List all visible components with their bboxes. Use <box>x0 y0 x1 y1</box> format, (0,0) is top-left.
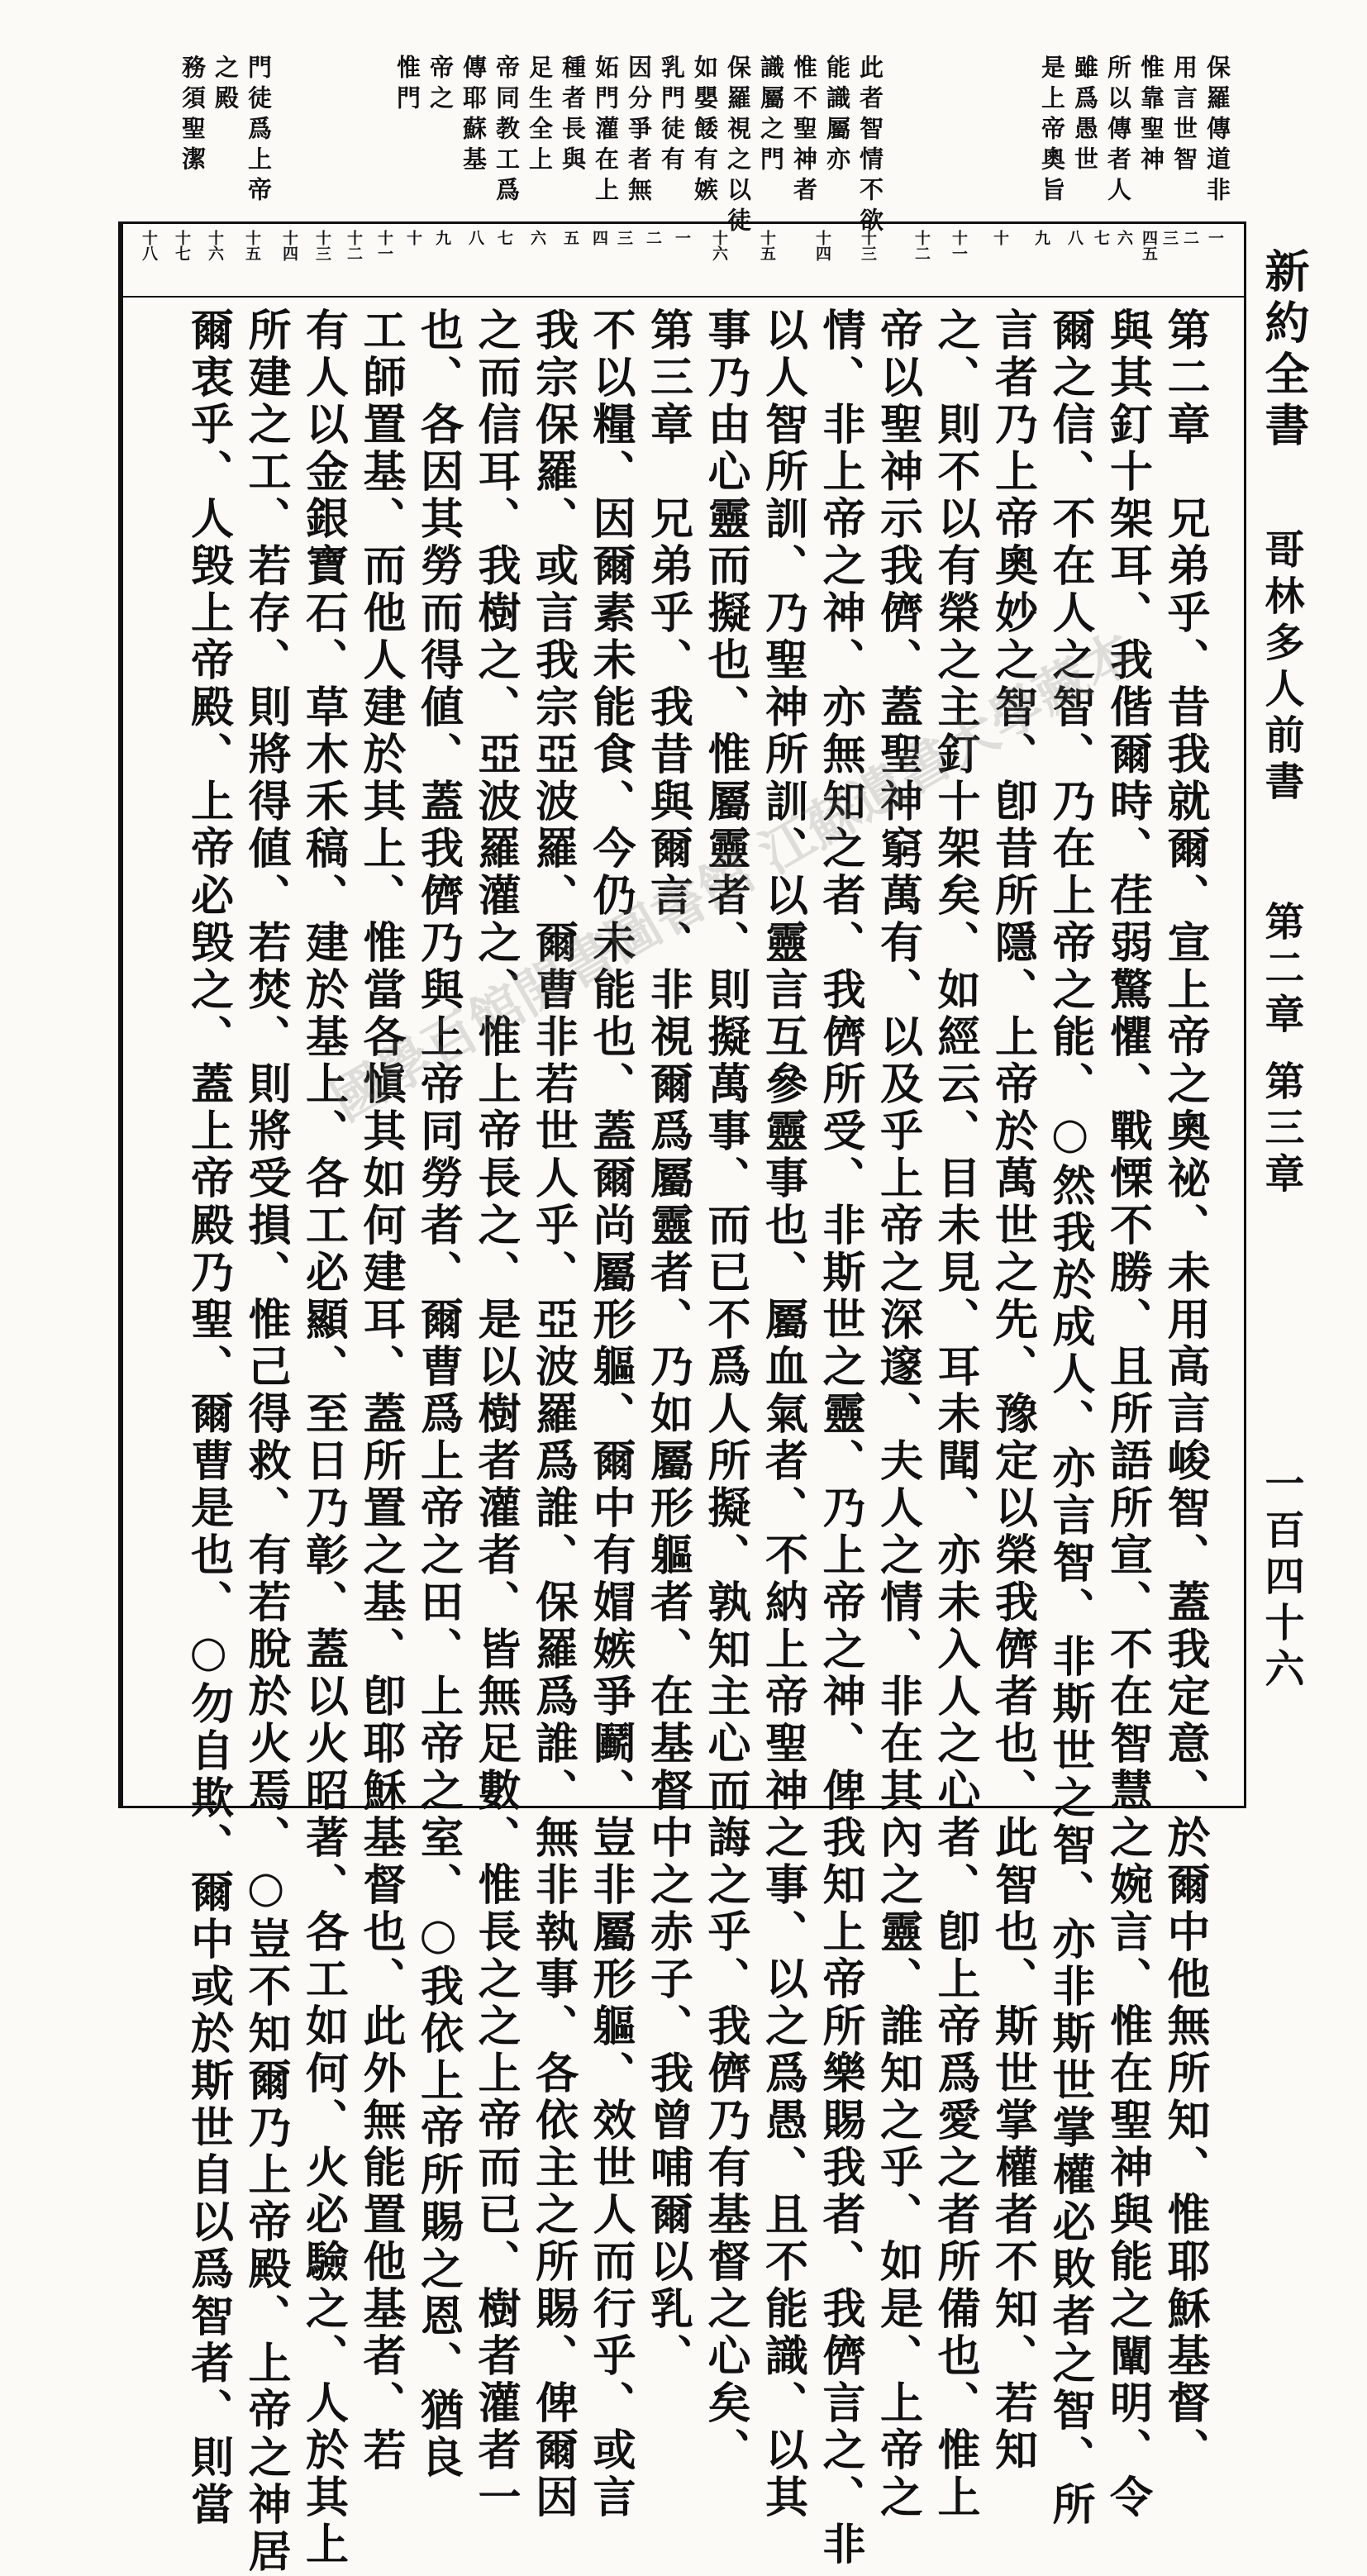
headnote-line: 之殿 <box>212 55 240 116</box>
text-column: 事乃由心靈而擬也、惟屬靈者、則擬萬事、而已不爲人所擬、孰知主心而誨之乎、我儕乃有基督之心矣、 <box>700 307 750 2474</box>
text-column: 帝以聖神示我儕、蓋聖神窮萬有、以及乎上帝之深邃、夫人之情、非在其內之靈、誰知之乎、如是、上帝之 <box>872 307 923 2521</box>
text-column: 我宗保羅、或言我宗亞波羅、爾曹非若世人乎、亞波羅爲誰、保羅爲誰、無非執事、各依主之所賜、俾爾因 <box>527 307 579 2521</box>
verse-number: 三 <box>1160 230 1179 245</box>
headnote-line: 帝同教工爲 <box>493 55 521 207</box>
headnote-line: 門徒爲上帝 <box>245 55 273 207</box>
verse-number: 十二 <box>345 230 363 261</box>
verse-number: 六 <box>528 230 546 245</box>
verse-number: 十一 <box>375 230 393 261</box>
verse-number: 五 <box>561 230 579 245</box>
verse-number: 十一 <box>950 230 968 261</box>
chapter-label: 第二章 第三章 <box>1258 901 1304 1199</box>
headnote-line: 乳門徒有 <box>658 55 686 177</box>
verse-number: 十五 <box>243 230 261 261</box>
headnote-line: 此者智情不欲 <box>856 55 884 238</box>
headnote-line: 保羅視之以徒 <box>724 55 752 238</box>
verse-number: 十四 <box>813 230 831 261</box>
verse-number: 十二 <box>912 230 931 261</box>
verse-number: 四 <box>590 230 608 245</box>
text-column: 爾之信、不在人之智、乃在上帝之能、○然我於成人、亦言智、非斯世之智、亦非斯世掌權必敗者之智、所 <box>1045 307 1095 2529</box>
headnote-line: 惟靠聖神 <box>1137 55 1165 177</box>
headnote-line: 因分爭者無 <box>625 55 653 207</box>
headnote-line: 雖爲愚世 <box>1071 55 1099 177</box>
verse-number: 二 <box>1181 230 1199 245</box>
text-column: 以人智所訓、乃聖神所訓、以靈言互參靈事也、屬血氣者、不納上帝聖神之事、以之爲愚、且不能識、以其 <box>757 307 808 2521</box>
verse-number: 七 <box>1092 230 1110 245</box>
verse-number: 十六 <box>206 230 224 261</box>
verse-number: 十七 <box>173 230 191 261</box>
headnote-line: 傳耶蘇基 <box>460 55 488 177</box>
headnote-line: 惟不聖神者 <box>790 55 818 207</box>
headnote-middle <box>314 55 884 238</box>
verse-number: 八 <box>466 230 484 245</box>
verse-number: 九 <box>433 230 451 245</box>
headnote-line: 所以傳者人 <box>1104 55 1132 207</box>
headnote-line: 惟門 <box>393 55 422 116</box>
text-column: 有人以金銀寶石、草木禾稿、建於基上、各工必顯、至日乃彰、蓋以火昭著、各工如何、火必驗之、人於其上 <box>298 307 349 2569</box>
verse-number: 二 <box>644 230 662 245</box>
headnote-line: 務須聖潔 <box>179 55 207 177</box>
verse-number: 十 <box>991 230 1009 245</box>
verse-number: 十五 <box>758 230 776 261</box>
verse-number: 八 <box>1065 230 1084 245</box>
headnote-line: 保羅傳道非 <box>1203 55 1231 207</box>
book-title: 新約全書 <box>1258 248 1311 453</box>
library-watermark: 國學百館開書圖書館 江蘇遺書大學藏本 <box>321 620 1147 1133</box>
verse-number: 三 <box>615 230 633 245</box>
headnote-line: 如嬰餧有嫉 <box>691 55 719 207</box>
epistle-title: 哥林多人前書 <box>1258 529 1304 807</box>
text-column: 工師置基、而他人建於其上、惟當各愼其如何建耳、蓋所置之基、卽耶穌基督也、此外無能置他基者、若 <box>355 307 406 2474</box>
headnote-line: 種者長與 <box>559 55 587 177</box>
text-column: 所建之工、若存、則將得値、若焚、則將受損、惟己得救、有若脫於火焉、○豈不知爾乃上帝殿、上帝之神居 <box>241 307 291 2576</box>
verse-number: 十六 <box>710 230 728 261</box>
verse-number: 十三 <box>313 230 331 261</box>
verse-number: 十四 <box>280 230 298 261</box>
text-column: 情、非上帝之神、亦無知之者、我儕所受、非斯世之靈、乃上帝之神、俾我知上帝所樂賜我者、我儕言之、非 <box>815 307 865 2569</box>
verse-number: 七 <box>495 230 513 245</box>
headnote-line: 是上帝奧旨 <box>1038 55 1066 207</box>
text-column: 爾衷乎、人毁上帝殿、上帝必毁之、蓋上帝殿乃聖、爾曹是也、○勿自欺、爾中或於斯世自以爲智者、則當 <box>183 307 234 2529</box>
verse-number: 十三 <box>859 230 877 261</box>
headnote-line: 足生全上 <box>526 55 554 177</box>
verse-number: 一 <box>673 230 691 245</box>
headnote-line: 帝之 <box>426 55 455 116</box>
verse-number: 四五 <box>1140 230 1158 261</box>
headnote-line: 識屬之門 <box>757 55 785 177</box>
headnote-line: 能識屬亦 <box>823 55 851 177</box>
verse-number: 一 <box>1206 230 1224 245</box>
headnote-left <box>165 55 273 207</box>
text-column: 不以糧、因爾素未能食、今仍未能也、蓋爾尚屬形軀、爾中有媢嫉爭鬬、豈非屬形軀、效世人而行乎、或言 <box>585 307 636 2521</box>
text-column: 言者乃上帝奧妙之智、卽昔所隱、上帝於萬世之先、豫定以榮我儕者也、此智也、斯世掌權者不知、若知 <box>987 307 1038 2474</box>
headnote-line: 妬門灌在上 <box>592 55 620 207</box>
headnote-line: 用言世智 <box>1170 55 1198 177</box>
text-column: 與其釘十架耳、我偕爾時、荏弱驚懼、戰慄不勝、且所語所宣、不在智慧之婉言、惟在聖神與能之闡明、令 <box>1102 307 1153 2521</box>
verse-number: 九 <box>1032 230 1050 245</box>
verse-number: 十八 <box>140 230 158 261</box>
text-column: 之、則不以有榮之主釘十架矣、如經云、目未見、耳未聞、亦未入人之心者、卽上帝爲愛之者所備也、惟上 <box>930 307 980 2521</box>
text-column: 也、各因其勞而得値、蓋我儕乃與上帝同勞者、爾曹爲上帝之田、上帝之室、○我依上帝所賜之恩、猶良 <box>412 307 464 2482</box>
verse-number: 十 <box>404 230 422 245</box>
text-column: 之而信耳、我樹之、亞波羅灌之、惟上帝長之、是以樹者灌者、皆無足數、惟長之之上帝而已、樹者灌者一 <box>470 307 521 2521</box>
text-column: 第二章 兄弟乎、昔我就爾、宣上帝之奧祕、未用高言峻智、蓋我定意、於爾中他無所知、惟耶穌基督、 <box>1160 307 1210 2474</box>
text-column: 第三章 兄弟乎、我昔與爾言、非視爾爲屬靈者、乃如屬形軀者、在基督中之赤子、我曾哺爾以乳、 <box>642 307 693 2380</box>
page-number: 一百四十六 <box>1258 1463 1304 1694</box>
verse-number: 六 <box>1115 230 1133 245</box>
headnote-right <box>950 55 1231 207</box>
